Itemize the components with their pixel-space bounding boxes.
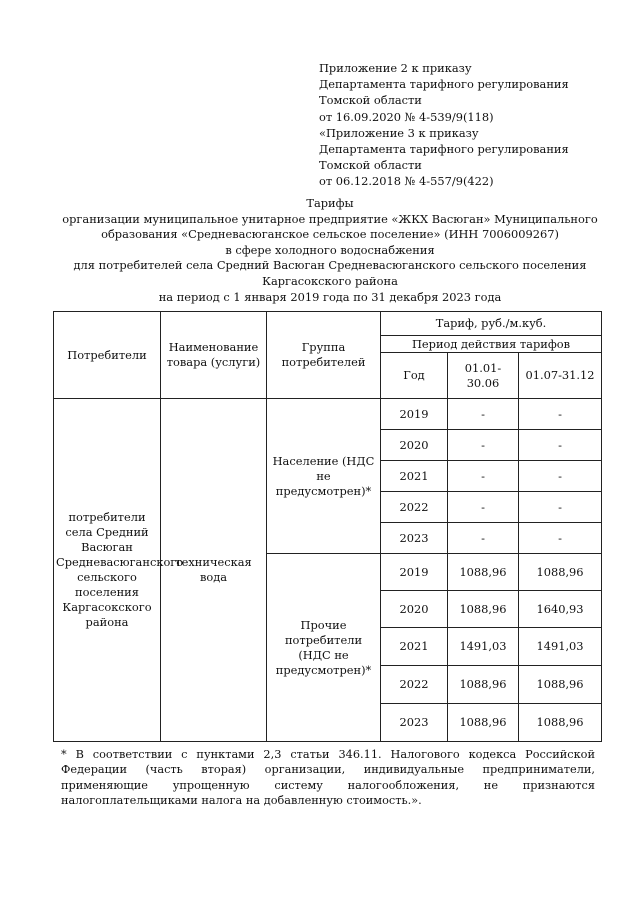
year-cell: 2023 bbox=[381, 704, 448, 742]
header-line: от 16.09.2020 № 4-539/9(118) bbox=[319, 109, 494, 124]
group-cell: Население (НДС не предусмотрен)* bbox=[267, 399, 381, 554]
header-tariff: Тариф, руб./м.куб. bbox=[381, 312, 602, 336]
year-cell: 2020 bbox=[381, 430, 448, 461]
year-cell: 2020 bbox=[381, 591, 448, 628]
document-title bbox=[40, 196, 620, 305]
header-line: Томской области bbox=[319, 93, 422, 108]
header-first-half: 01.01-30.06 bbox=[448, 353, 519, 399]
tariff-h1-cell: - bbox=[448, 523, 519, 554]
tariff-h2-cell: 1088,96 bbox=[519, 554, 602, 591]
tariff-h2-cell: - bbox=[519, 492, 602, 523]
tariff-table bbox=[53, 311, 602, 742]
order-reference-header bbox=[319, 60, 569, 190]
header-line: Томской области bbox=[319, 158, 422, 173]
tariff-h1-cell: 1088,96 bbox=[448, 554, 519, 591]
year-cell: 2022 bbox=[381, 492, 448, 523]
consumer-cell: потребители села Средний Васюган Средневасюганского сельского поселения Каргасокского района bbox=[54, 399, 161, 742]
title-line: в сфере холодного водоснабжения bbox=[225, 242, 435, 257]
year-cell: 2019 bbox=[381, 399, 448, 430]
title-line: на период с 1 января 2019 года по 31 декабря 2023 года bbox=[158, 289, 502, 304]
tariff-h1-cell: 1491,03 bbox=[448, 628, 519, 666]
header-service: Наименование товара (услуги) bbox=[161, 312, 267, 399]
header-line: Департамента тарифного регулирования bbox=[319, 142, 569, 157]
tariff-h2-cell: - bbox=[519, 399, 602, 430]
tariff-h1-cell: - bbox=[448, 399, 519, 430]
year-cell: 2019 bbox=[381, 554, 448, 591]
header-consumers: Потребители bbox=[54, 312, 161, 399]
title-line: организации муниципальное унитарное предприятие «ЖКХ Васюган» Муниципального bbox=[62, 211, 598, 226]
tariff-h2-cell: 1640,93 bbox=[519, 591, 602, 628]
header-line: «Приложение 3 к приказу bbox=[319, 125, 479, 140]
tariff-h1-cell: - bbox=[448, 430, 519, 461]
service-cell: техническая вода bbox=[161, 399, 267, 742]
title-line: Тарифы bbox=[306, 196, 354, 210]
tariff-h2-cell: - bbox=[519, 523, 602, 554]
tariff-h1-cell: - bbox=[448, 461, 519, 492]
year-cell: 2023 bbox=[381, 523, 448, 554]
title-line: образования «Средневасюганское сельское поселение» (ИНН 7006009267) bbox=[101, 227, 559, 242]
tariff-h2-cell: - bbox=[519, 461, 602, 492]
header-year: Год bbox=[381, 353, 448, 399]
header-second-half: 01.07-31.12 bbox=[519, 353, 602, 399]
header-line: Приложение 2 к приказу bbox=[319, 61, 472, 75]
group-cell: Прочие потребители (НДС не предусмотрен)* bbox=[267, 554, 381, 742]
footnote: * В соответствии с пунктами 2,3 статьи 346.11. Налогового кодекса Российской Федерации (часть вторая) организации, индивидуальные предприниматели, применяющие упрощенную систему налогообложения, не признаются налогоплательщиками налога на добавленную стоимость.». bbox=[61, 748, 595, 808]
year-cell: 2021 bbox=[381, 628, 448, 666]
tariff-h2-cell: - bbox=[519, 430, 602, 461]
table-header-row bbox=[54, 312, 602, 336]
year-cell: 2022 bbox=[381, 666, 448, 704]
tariff-h2-cell: 1088,96 bbox=[519, 704, 602, 742]
title-line: Каргасокского района bbox=[262, 273, 398, 288]
year-cell: 2021 bbox=[381, 461, 448, 492]
header-group: Группа потребителей bbox=[267, 312, 381, 399]
header-line: Департамента тарифного регулирования bbox=[319, 77, 569, 92]
tariff-h1-cell: 1088,96 bbox=[448, 666, 519, 704]
title-line: для потребителей села Средний Васюган Средневасюганского сельского поселения bbox=[73, 258, 587, 273]
header-line: от 06.12.2018 № 4-557/9(422) bbox=[319, 174, 494, 189]
tariff-h2-cell: 1088,96 bbox=[519, 666, 602, 704]
tariff-h1-cell: 1088,96 bbox=[448, 591, 519, 628]
table-row bbox=[54, 399, 602, 430]
header-period: Период действия тарифов bbox=[381, 336, 602, 353]
tariff-h1-cell: 1088,96 bbox=[448, 704, 519, 742]
tariff-h2-cell: 1491,03 bbox=[519, 628, 602, 666]
tariff-h1-cell: - bbox=[448, 492, 519, 523]
